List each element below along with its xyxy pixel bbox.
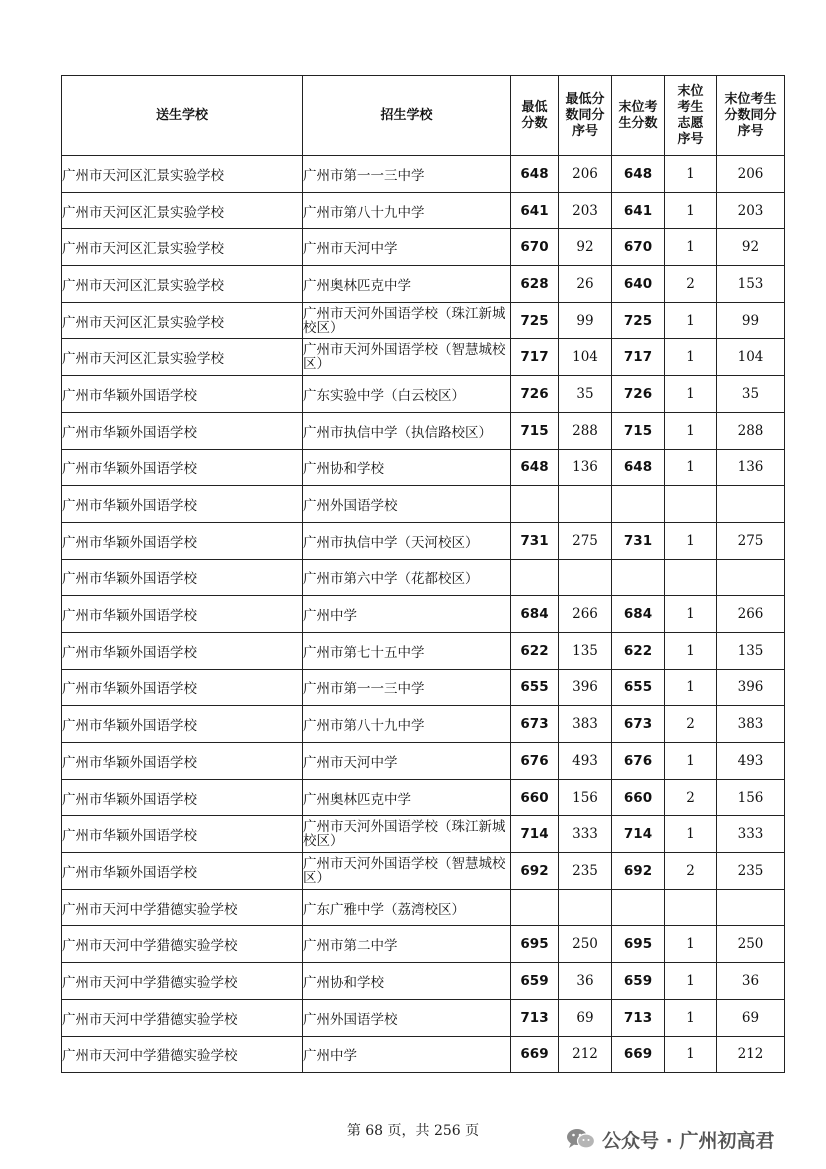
min-score-cell xyxy=(511,889,559,926)
recv-school-cell: 广州中学 xyxy=(303,596,511,633)
last-score-cell: 715 xyxy=(612,412,665,449)
send-school-cell: 广州市华颖外国语学校 xyxy=(62,412,303,449)
send-school-cell: 广州市华颖外国语学校 xyxy=(62,522,303,559)
last-score-cell xyxy=(612,559,665,596)
admission-table xyxy=(61,75,785,1073)
last-pref-cell: 1 xyxy=(665,449,717,486)
min-score-cell: 655 xyxy=(511,669,559,706)
last-pref-cell: 1 xyxy=(665,339,717,376)
min-rank-cell: 266 xyxy=(559,596,612,633)
min-rank-cell: 92 xyxy=(559,229,612,266)
min-score-cell: 695 xyxy=(511,926,559,963)
recv-school-cell: 广州市第一一三中学 xyxy=(303,156,511,193)
send-school-cell: 广州市华颖外国语学校 xyxy=(62,743,303,780)
send-school-cell: 广州市华颖外国语学校 xyxy=(62,559,303,596)
send-school-cell: 广州市天河区汇景实验学校 xyxy=(62,156,303,193)
min-rank-cell: 396 xyxy=(559,669,612,706)
last-rank-cell: 136 xyxy=(717,449,785,486)
send-school-cell: 广州市华颖外国语学校 xyxy=(62,596,303,633)
recv-school-cell: 广州外国语学校 xyxy=(303,486,511,523)
min-score-cell: 714 xyxy=(511,816,559,853)
min-rank-cell xyxy=(559,486,612,523)
recv-school-cell: 广州市第八十九中学 xyxy=(303,192,511,229)
last-pref-cell: 1 xyxy=(665,596,717,633)
min-score-cell xyxy=(511,559,559,596)
table-row xyxy=(62,412,785,449)
recv-school-cell: 广州市第六中学（花都校区） xyxy=(303,559,511,596)
table-row xyxy=(62,156,785,193)
header-recv-school: 招生学校 xyxy=(303,76,511,156)
last-score-cell: 669 xyxy=(612,1036,665,1073)
min-score-cell: 726 xyxy=(511,376,559,413)
send-school-cell: 广州市华颖外国语学校 xyxy=(62,376,303,413)
last-rank-cell: 288 xyxy=(717,412,785,449)
send-school-cell: 广州市华颖外国语学校 xyxy=(62,816,303,853)
header-min-rank: 最低分 数同分 序号 xyxy=(559,76,612,156)
last-score-cell: 622 xyxy=(612,632,665,669)
last-score-cell: 731 xyxy=(612,522,665,559)
last-rank-cell: 212 xyxy=(717,1036,785,1073)
min-rank-cell: 136 xyxy=(559,449,612,486)
recv-school-cell: 广州奥林匹克中学 xyxy=(303,266,511,303)
table-row xyxy=(62,229,785,266)
send-school-cell: 广州市天河中学猎德实验学校 xyxy=(62,926,303,963)
last-pref-cell: 1 xyxy=(665,999,717,1036)
last-pref-cell: 1 xyxy=(665,926,717,963)
header-min-score: 最低 分数 xyxy=(511,76,559,156)
last-score-cell xyxy=(612,486,665,523)
send-school-cell: 广州市华颖外国语学校 xyxy=(62,449,303,486)
min-rank-cell: 135 xyxy=(559,632,612,669)
table-row xyxy=(62,706,785,743)
min-score-cell: 731 xyxy=(511,522,559,559)
recv-school-cell: 广州中学 xyxy=(303,1036,511,1073)
send-school-cell: 广州市天河中学猎德实验学校 xyxy=(62,1036,303,1073)
min-rank-cell: 212 xyxy=(559,1036,612,1073)
last-rank-cell: 333 xyxy=(717,816,785,853)
last-pref-cell: 2 xyxy=(665,706,717,743)
last-rank-cell: 203 xyxy=(717,192,785,229)
table-row xyxy=(62,999,785,1036)
send-school-cell: 广州市天河区汇景实验学校 xyxy=(62,302,303,339)
recv-school-cell: 广州市天河外国语学校（珠江新城校区） xyxy=(303,816,511,853)
recv-school-cell: 广东实验中学（白云校区） xyxy=(303,376,511,413)
min-score-cell: 717 xyxy=(511,339,559,376)
send-school-cell: 广州市天河区汇景实验学校 xyxy=(62,192,303,229)
last-rank-cell xyxy=(717,559,785,596)
min-rank-cell: 26 xyxy=(559,266,612,303)
min-score-cell: 673 xyxy=(511,706,559,743)
last-rank-cell xyxy=(717,889,785,926)
recv-school-cell: 广州市天河中学 xyxy=(303,743,511,780)
header-last-pref: 末位 考生 志愿 序号 xyxy=(665,76,717,156)
last-score-cell: 684 xyxy=(612,596,665,633)
min-rank-cell: 383 xyxy=(559,706,612,743)
last-score-cell: 640 xyxy=(612,266,665,303)
min-score-cell: 641 xyxy=(511,192,559,229)
recv-school-cell: 广州市第二中学 xyxy=(303,926,511,963)
min-score-cell: 669 xyxy=(511,1036,559,1073)
min-rank-cell: 35 xyxy=(559,376,612,413)
table-row xyxy=(62,669,785,706)
last-pref-cell: 2 xyxy=(665,853,717,890)
last-score-cell: 670 xyxy=(612,229,665,266)
table-row xyxy=(62,816,785,853)
header-last-rank: 末位考生 分数同分 序号 xyxy=(717,76,785,156)
header-row xyxy=(62,76,785,156)
table-row xyxy=(62,596,785,633)
last-pref-cell: 2 xyxy=(665,779,717,816)
last-pref-cell xyxy=(665,889,717,926)
min-score-cell: 713 xyxy=(511,999,559,1036)
last-pref-cell: 1 xyxy=(665,412,717,449)
last-pref-cell: 1 xyxy=(665,229,717,266)
min-score-cell: 648 xyxy=(511,449,559,486)
last-score-cell: 648 xyxy=(612,156,665,193)
min-rank-cell xyxy=(559,889,612,926)
recv-school-cell: 广东广雅中学（荔湾校区） xyxy=(303,889,511,926)
min-rank-cell: 288 xyxy=(559,412,612,449)
last-score-cell: 692 xyxy=(612,853,665,890)
table-row xyxy=(62,376,785,413)
last-rank-cell: 250 xyxy=(717,926,785,963)
min-rank-cell: 235 xyxy=(559,853,612,890)
send-school-cell: 广州市华颖外国语学校 xyxy=(62,669,303,706)
recv-school-cell: 广州奥林匹克中学 xyxy=(303,779,511,816)
last-score-cell: 726 xyxy=(612,376,665,413)
table-row xyxy=(62,302,785,339)
min-rank-cell: 206 xyxy=(559,156,612,193)
min-score-cell: 684 xyxy=(511,596,559,633)
table-row xyxy=(62,339,785,376)
last-score-cell: 659 xyxy=(612,963,665,1000)
table-row xyxy=(62,779,785,816)
table-row xyxy=(62,266,785,303)
table-row xyxy=(62,926,785,963)
last-pref-cell: 1 xyxy=(665,632,717,669)
min-rank-cell: 36 xyxy=(559,963,612,1000)
last-rank-cell: 396 xyxy=(717,669,785,706)
last-score-cell: 673 xyxy=(612,706,665,743)
header-last-score: 末位考 生分数 xyxy=(612,76,665,156)
last-score-cell: 648 xyxy=(612,449,665,486)
last-score-cell: 695 xyxy=(612,926,665,963)
send-school-cell: 广州市天河区汇景实验学校 xyxy=(62,229,303,266)
table-row xyxy=(62,559,785,596)
min-rank-cell xyxy=(559,559,612,596)
send-school-cell: 广州市天河区汇景实验学校 xyxy=(62,266,303,303)
last-rank-cell: 156 xyxy=(717,779,785,816)
min-rank-cell: 104 xyxy=(559,339,612,376)
watermark xyxy=(566,1124,806,1154)
min-rank-cell: 203 xyxy=(559,192,612,229)
last-rank-cell: 206 xyxy=(717,156,785,193)
min-score-cell: 628 xyxy=(511,266,559,303)
last-pref-cell: 1 xyxy=(665,816,717,853)
min-rank-cell: 250 xyxy=(559,926,612,963)
header-send-school: 送生学校 xyxy=(62,76,303,156)
min-score-cell: 692 xyxy=(511,853,559,890)
last-rank-cell: 69 xyxy=(717,999,785,1036)
last-rank-cell: 266 xyxy=(717,596,785,633)
last-pref-cell: 2 xyxy=(665,266,717,303)
last-rank-cell xyxy=(717,486,785,523)
table-row xyxy=(62,486,785,523)
recv-school-cell: 广州外国语学校 xyxy=(303,999,511,1036)
min-score-cell xyxy=(511,486,559,523)
last-pref-cell: 1 xyxy=(665,156,717,193)
last-rank-cell: 104 xyxy=(717,339,785,376)
table-row xyxy=(62,522,785,559)
last-score-cell: 717 xyxy=(612,339,665,376)
min-score-cell: 659 xyxy=(511,963,559,1000)
min-score-cell: 660 xyxy=(511,779,559,816)
min-rank-cell: 493 xyxy=(559,743,612,780)
min-rank-cell: 156 xyxy=(559,779,612,816)
table-row xyxy=(62,853,785,890)
last-rank-cell: 153 xyxy=(717,266,785,303)
last-pref-cell: 1 xyxy=(665,192,717,229)
recv-school-cell: 广州市第七十五中学 xyxy=(303,632,511,669)
min-score-cell: 622 xyxy=(511,632,559,669)
page-footer: 第 68 页，共 256 页 xyxy=(346,1123,480,1139)
last-score-cell: 641 xyxy=(612,192,665,229)
send-school-cell: 广州市华颖外国语学校 xyxy=(62,706,303,743)
last-rank-cell: 35 xyxy=(717,376,785,413)
recv-school-cell: 广州市执信中学（执信路校区） xyxy=(303,412,511,449)
send-school-cell: 广州市华颖外国语学校 xyxy=(62,779,303,816)
send-school-cell: 广州市天河区汇景实验学校 xyxy=(62,339,303,376)
last-pref-cell xyxy=(665,559,717,596)
send-school-cell: 广州市天河中学猎德实验学校 xyxy=(62,963,303,1000)
min-score-cell: 676 xyxy=(511,743,559,780)
table-row xyxy=(62,963,785,1000)
send-school-cell: 广州市华颖外国语学校 xyxy=(62,632,303,669)
last-pref-cell: 1 xyxy=(665,963,717,1000)
last-score-cell: 713 xyxy=(612,999,665,1036)
min-score-cell: 725 xyxy=(511,302,559,339)
recv-school-cell: 广州市天河中学 xyxy=(303,229,511,266)
last-pref-cell: 1 xyxy=(665,376,717,413)
last-pref-cell: 1 xyxy=(665,743,717,780)
recv-school-cell: 广州市天河外国语学校（智慧城校区） xyxy=(303,339,511,376)
wechat-icon xyxy=(566,1127,596,1151)
last-rank-cell: 135 xyxy=(717,632,785,669)
last-rank-cell: 275 xyxy=(717,522,785,559)
table-row xyxy=(62,449,785,486)
watermark-text: 公众号 · 广州初高君 xyxy=(602,1129,775,1152)
last-score-cell: 655 xyxy=(612,669,665,706)
last-score-cell xyxy=(612,889,665,926)
last-rank-cell: 493 xyxy=(717,743,785,780)
table-row xyxy=(62,632,785,669)
min-rank-cell: 275 xyxy=(559,522,612,559)
recv-school-cell: 广州市第八十九中学 xyxy=(303,706,511,743)
table-row xyxy=(62,743,785,780)
min-rank-cell: 69 xyxy=(559,999,612,1036)
last-rank-cell: 99 xyxy=(717,302,785,339)
last-rank-cell: 92 xyxy=(717,229,785,266)
min-rank-cell: 99 xyxy=(559,302,612,339)
last-score-cell: 714 xyxy=(612,816,665,853)
send-school-cell: 广州市天河中学猎德实验学校 xyxy=(62,999,303,1036)
min-score-cell: 715 xyxy=(511,412,559,449)
table-row xyxy=(62,889,785,926)
last-pref-cell: 1 xyxy=(665,1036,717,1073)
min-rank-cell: 333 xyxy=(559,816,612,853)
last-pref-cell: 1 xyxy=(665,302,717,339)
last-rank-cell: 36 xyxy=(717,963,785,1000)
min-score-cell: 648 xyxy=(511,156,559,193)
last-score-cell: 725 xyxy=(612,302,665,339)
last-score-cell: 660 xyxy=(612,779,665,816)
min-score-cell: 670 xyxy=(511,229,559,266)
recv-school-cell: 广州市执信中学（天河校区） xyxy=(303,522,511,559)
last-rank-cell: 383 xyxy=(717,706,785,743)
recv-school-cell: 广州市天河外国语学校（智慧城校区） xyxy=(303,853,511,890)
send-school-cell: 广州市天河中学猎德实验学校 xyxy=(62,889,303,926)
last-pref-cell: 1 xyxy=(665,522,717,559)
send-school-cell: 广州市华颖外国语学校 xyxy=(62,486,303,523)
table-row xyxy=(62,192,785,229)
recv-school-cell: 广州协和学校 xyxy=(303,963,511,1000)
last-pref-cell xyxy=(665,486,717,523)
recv-school-cell: 广州市第一一三中学 xyxy=(303,669,511,706)
recv-school-cell: 广州协和学校 xyxy=(303,449,511,486)
send-school-cell: 广州市华颖外国语学校 xyxy=(62,853,303,890)
recv-school-cell: 广州市天河外国语学校（珠江新城校区） xyxy=(303,302,511,339)
last-score-cell: 676 xyxy=(612,743,665,780)
last-pref-cell: 1 xyxy=(665,669,717,706)
table-row xyxy=(62,1036,785,1073)
last-rank-cell: 235 xyxy=(717,853,785,890)
